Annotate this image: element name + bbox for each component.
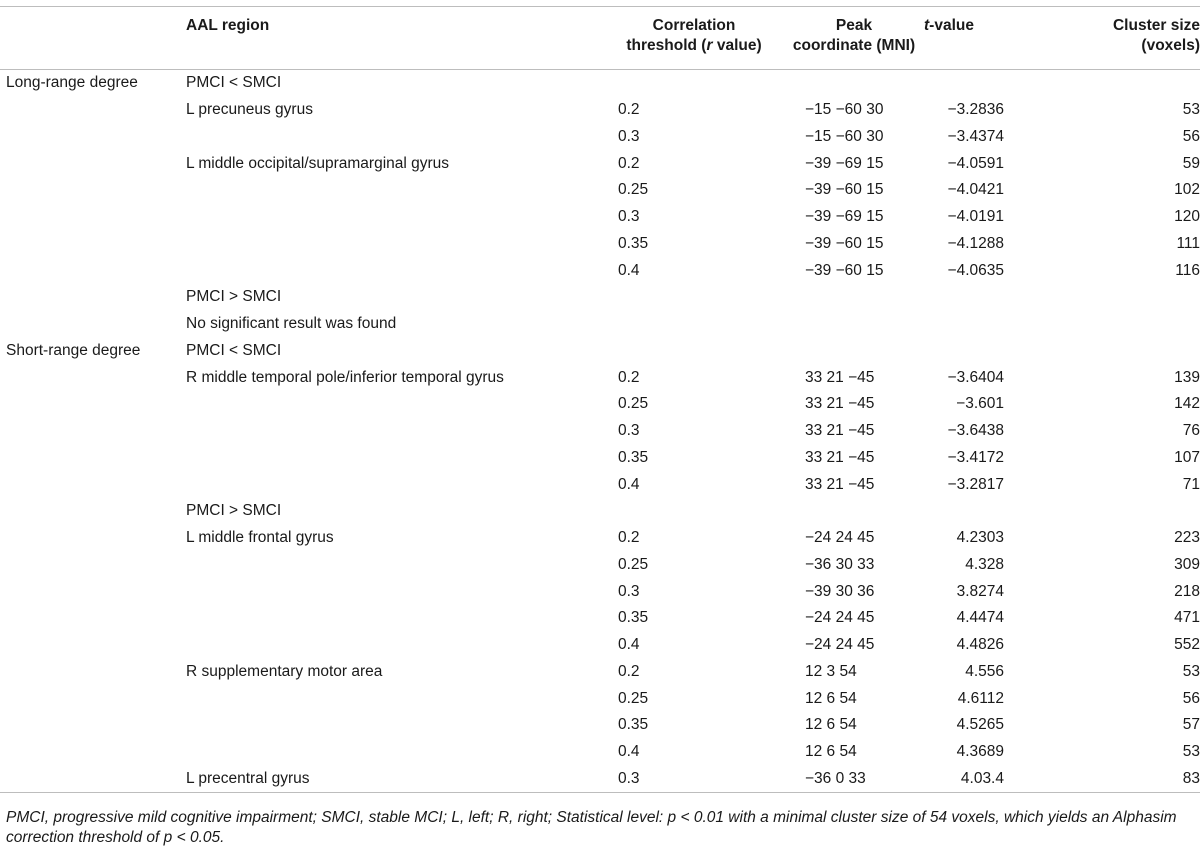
header-t-italic: t	[924, 17, 930, 34]
cell-t-value-text: 3.8274	[956, 582, 1004, 600]
cell-coordinate-text: −39 −60 15	[805, 181, 884, 199]
cell-coordinate-text: −15 −60 30	[805, 101, 884, 119]
cell-threshold: 0.2	[618, 368, 640, 386]
cell-group	[0, 739, 186, 766]
cell-group: Short-range degree	[6, 341, 141, 359]
cell-region	[186, 632, 604, 659]
cell-region	[186, 418, 604, 445]
cell-cluster-size	[1079, 150, 1200, 177]
cell-t-value-text: −4.0421	[947, 181, 1004, 199]
table-row	[0, 177, 1200, 204]
cell-coordinate	[784, 445, 924, 472]
cell-t-value	[924, 364, 1079, 391]
cell-threshold: 0.3	[618, 127, 640, 145]
cell-group	[0, 578, 186, 605]
cell-coordinate-text: −15 −60 30	[805, 127, 884, 145]
table-row	[0, 739, 1200, 766]
cell-coordinate-text: 12 3 54	[805, 662, 857, 680]
cell-region: PMCI < SMCI	[186, 341, 282, 359]
cell-cluster-size-text: 59	[1182, 154, 1200, 172]
cell-region: L middle occipital/supramarginal gyrus	[186, 154, 450, 172]
cell-threshold: 0.3	[618, 582, 640, 600]
cell-t-value	[924, 204, 1079, 231]
cell-cluster-size	[1079, 338, 1200, 365]
cell-group	[0, 418, 186, 445]
cell-t-value	[924, 445, 1079, 472]
cell-region: L middle frontal gyrus	[186, 529, 334, 547]
header-correlation-threshold	[604, 7, 784, 70]
cell-coordinate	[784, 685, 924, 712]
table-footnote	[6, 808, 1194, 848]
cell-group	[0, 498, 186, 525]
cell-coordinate	[784, 739, 924, 766]
cell-threshold: 0.25	[618, 689, 649, 707]
cell-region	[186, 445, 604, 472]
cell-group	[0, 712, 186, 739]
cell-cluster-size	[1079, 712, 1200, 739]
cell-cluster-size	[1079, 257, 1200, 284]
cell-t-value	[924, 231, 1079, 258]
cell-cluster-size-text: 218	[1174, 582, 1200, 600]
cell-region: R middle temporal pole/inferior temporal gyrus	[186, 368, 504, 386]
cell-coordinate	[784, 391, 924, 418]
cell-t-value	[924, 659, 1079, 686]
table-row	[0, 471, 1200, 498]
cell-threshold: 0.4	[618, 475, 640, 493]
cell-group	[0, 632, 186, 659]
cell-t-value-text: −3.2836	[947, 101, 1004, 119]
cell-t-value-text: −3.6438	[947, 422, 1004, 440]
cell-coordinate	[784, 418, 924, 445]
cell-t-value	[924, 124, 1079, 151]
cell-group	[0, 605, 186, 632]
cell-threshold: 0.3	[618, 422, 640, 440]
footnote-line1: PMCI, progressive mild cognitive impairment; SMCI, stable MCI; L, left; R, right; Statistical level: p < 0.01 with a minimal cluster size of 54 voxels, which yields an Alphasim	[6, 809, 1177, 826]
cell-cluster-size	[1079, 552, 1200, 579]
cell-cluster-size-text: 139	[1174, 368, 1200, 386]
cell-group	[0, 177, 186, 204]
table-row	[0, 311, 1200, 338]
cell-group	[0, 284, 186, 311]
cell-coordinate	[784, 284, 924, 311]
cell-coordinate-text: 12 6 54	[805, 689, 857, 707]
cell-threshold: 0.25	[618, 395, 649, 413]
cell-group	[0, 471, 186, 498]
cell-t-value-text: −3.2817	[947, 475, 1004, 493]
header-correlation-line2-r: r	[706, 37, 713, 54]
cell-t-value	[924, 552, 1079, 579]
cell-t-value-text: −3.601	[956, 395, 1004, 413]
cell-t-value	[924, 712, 1079, 739]
cell-cluster-size-text: 471	[1174, 609, 1200, 627]
cell-t-value	[924, 311, 1079, 338]
cell-t-value-text: −3.6404	[947, 368, 1004, 386]
cell-cluster-size	[1079, 685, 1200, 712]
cell-t-value	[924, 97, 1079, 124]
header-t-suffix: -value	[929, 17, 974, 34]
cell-cluster-size	[1079, 311, 1200, 338]
cell-region	[186, 552, 604, 579]
cell-group	[0, 685, 186, 712]
cell-t-value	[924, 525, 1079, 552]
cell-region	[186, 391, 604, 418]
cell-cluster-size	[1079, 632, 1200, 659]
cell-region	[186, 257, 604, 284]
cell-t-value-text: 4.556	[965, 662, 1004, 680]
cell-t-value	[924, 391, 1079, 418]
cell-t-value	[924, 418, 1079, 445]
cell-coordinate-text: 12 6 54	[805, 716, 857, 734]
cell-cluster-size-text: 71	[1182, 475, 1200, 493]
cell-cluster-size-text: 53	[1182, 101, 1200, 119]
cell-region	[186, 204, 604, 231]
cell-coordinate	[784, 124, 924, 151]
cell-threshold: 0.35	[618, 716, 649, 734]
cell-cluster-size	[1079, 605, 1200, 632]
cell-region: PMCI < SMCI	[186, 74, 282, 92]
table-row	[0, 685, 1200, 712]
cell-t-value	[924, 739, 1079, 766]
cell-group	[0, 659, 186, 686]
table-row	[0, 284, 1200, 311]
cell-cluster-size	[1079, 659, 1200, 686]
cell-coordinate-text: −39 −69 15	[805, 208, 884, 226]
cell-threshold: 0.4	[618, 636, 640, 654]
cell-group	[0, 364, 186, 391]
cell-region: L precentral gyrus	[186, 766, 604, 793]
cell-coordinate	[784, 659, 924, 686]
header-peak-line2: coordinate (MNI)	[792, 37, 916, 54]
cell-coordinate	[784, 471, 924, 498]
cell-t-value-text: 4.4474	[956, 609, 1004, 627]
cell-t-value-text: −4.0591	[947, 154, 1004, 172]
cell-region	[186, 739, 604, 766]
cell-coordinate-text: −24 24 45	[805, 529, 875, 547]
cell-threshold: 0.35	[618, 448, 649, 466]
cell-coordinate	[784, 177, 924, 204]
table-row	[0, 632, 1200, 659]
cell-threshold: 0.3	[604, 766, 784, 793]
table-row	[0, 150, 1200, 177]
cell-cluster-size	[1079, 445, 1200, 472]
cell-threshold: 0.35	[618, 609, 649, 627]
cell-group	[0, 257, 186, 284]
cell-coordinate-text: 33 21 −45	[805, 422, 875, 440]
cell-region: PMCI > SMCI	[186, 288, 282, 306]
cell-cluster-size-text: 552	[1174, 636, 1200, 654]
cell-t-value-text: −3.4374	[947, 127, 1004, 145]
cell-cluster-size	[1079, 766, 1200, 793]
table-body	[0, 70, 1200, 793]
cell-group	[0, 97, 186, 124]
cell-region	[186, 231, 604, 258]
cell-region	[186, 124, 604, 151]
table-row	[0, 204, 1200, 231]
header-row	[0, 7, 1200, 70]
cell-group	[0, 124, 186, 151]
cell-cluster-size	[1079, 498, 1200, 525]
cell-coordinate-text: −39 −60 15	[805, 261, 884, 279]
cell-threshold	[604, 338, 784, 365]
cell-t-value	[924, 498, 1079, 525]
cell-t-value-text: −3.4172	[947, 448, 1004, 466]
cell-cluster-size	[1079, 578, 1200, 605]
table-row	[0, 552, 1200, 579]
cell-cluster-size-text: 56	[1182, 127, 1200, 145]
cell-cluster-size	[1079, 97, 1200, 124]
header-correlation-line2-prefix: threshold (	[626, 37, 707, 54]
cell-threshold	[604, 498, 784, 525]
cell-t-value-text: −4.0191	[947, 208, 1004, 226]
cell-group	[0, 391, 186, 418]
table-row	[0, 231, 1200, 258]
cell-t-value	[924, 632, 1079, 659]
header-cluster-line1: Cluster size	[1112, 17, 1200, 34]
header-peak-line1: Peak	[835, 17, 873, 34]
header-cluster-line2: (voxels)	[1141, 37, 1200, 54]
cell-coordinate-text: −24 24 45	[805, 636, 875, 654]
cell-threshold: 0.25	[618, 555, 649, 573]
cell-group	[0, 204, 186, 231]
cell-t-value-text: 4.2303	[956, 529, 1004, 547]
cell-group	[0, 525, 186, 552]
table-row	[0, 338, 1200, 365]
cell-threshold	[604, 284, 784, 311]
cell-coordinate	[784, 150, 924, 177]
table-row	[0, 712, 1200, 739]
cell-t-value	[924, 177, 1079, 204]
cell-cluster-size-text: 116	[1175, 261, 1200, 279]
cell-coordinate	[784, 766, 924, 793]
cell-region	[186, 471, 604, 498]
cell-coordinate-text: 33 21 −45	[805, 448, 875, 466]
cell-t-value-text: 4.3689	[956, 743, 1004, 761]
cell-t-value-text: 4.03.4	[960, 769, 1004, 787]
cell-threshold: 0.25	[618, 181, 649, 199]
results-table	[0, 6, 1200, 793]
table-row	[0, 97, 1200, 124]
cell-cluster-size-text: 102	[1174, 181, 1200, 199]
cell-threshold: 0.35	[618, 234, 649, 252]
footnote-line2: correction threshold of p < 0.05.	[6, 829, 225, 846]
cell-cluster-size	[1079, 70, 1200, 97]
cell-region: L precuneus gyrus	[186, 101, 313, 119]
cell-coordinate-text: 33 21 −45	[805, 475, 875, 493]
cell-coordinate-text: −36 30 33	[805, 555, 875, 573]
cell-coordinate	[784, 257, 924, 284]
table-row	[0, 124, 1200, 151]
header-aal-region: AAL region	[186, 17, 270, 34]
cell-coordinate-text: −39 30 36	[805, 582, 875, 600]
table-row	[0, 659, 1200, 686]
cell-coordinate	[784, 712, 924, 739]
cell-t-value-text: 4.328	[965, 555, 1004, 573]
cell-threshold: 0.2	[618, 154, 640, 172]
cell-coordinate	[784, 311, 924, 338]
cell-coordinate-text: 33 21 −45	[805, 368, 875, 386]
cell-region	[186, 685, 604, 712]
cell-region: No significant result was found	[186, 315, 397, 333]
table-row	[0, 364, 1200, 391]
table-header	[0, 7, 1200, 70]
cell-coordinate	[784, 364, 924, 391]
cell-cluster-size	[1079, 739, 1200, 766]
cell-threshold: 0.2	[618, 529, 640, 547]
cell-threshold: 0.4	[618, 261, 640, 279]
cell-coordinate	[784, 498, 924, 525]
cell-cluster-size-text: 53	[1182, 662, 1200, 680]
cell-coordinate	[784, 231, 924, 258]
cell-t-value	[924, 766, 1079, 793]
cell-cluster-size	[1079, 364, 1200, 391]
cell-region	[186, 712, 604, 739]
cell-group	[0, 766, 186, 793]
cell-region	[186, 177, 604, 204]
cell-t-value	[924, 338, 1079, 365]
cell-coordinate	[784, 605, 924, 632]
cell-coordinate-text: −39 −60 15	[805, 234, 884, 252]
cell-coordinate	[784, 578, 924, 605]
cell-cluster-size	[1079, 177, 1200, 204]
cell-cluster-size-text: 120	[1174, 208, 1200, 226]
cell-t-value	[924, 70, 1079, 97]
cell-group	[0, 552, 186, 579]
cell-cluster-size-text: 83	[1182, 769, 1200, 787]
cell-region	[186, 605, 604, 632]
cell-t-value	[924, 578, 1079, 605]
cell-cluster-size-text: 111	[1176, 234, 1200, 252]
cell-cluster-size-text: 53	[1182, 743, 1200, 761]
cell-threshold: 0.3	[618, 208, 640, 226]
cell-region: R supplementary motor area	[186, 662, 383, 680]
table-row	[0, 257, 1200, 284]
cell-coordinate-text: 12 6 54	[805, 743, 857, 761]
table-row	[0, 70, 1200, 97]
table-row	[0, 498, 1200, 525]
cell-coordinate	[784, 204, 924, 231]
table-row	[0, 445, 1200, 472]
cell-cluster-size-text: 57	[1182, 716, 1200, 734]
cell-cluster-size	[1079, 124, 1200, 151]
table-row	[0, 418, 1200, 445]
cell-group	[0, 150, 186, 177]
cell-coordinate-text: −24 24 45	[805, 609, 875, 627]
cell-cluster-size	[1079, 391, 1200, 418]
cell-t-value-text: −4.0635	[947, 261, 1004, 279]
cell-cluster-size	[1079, 204, 1200, 231]
cell-coordinate	[784, 70, 924, 97]
cell-t-value-text: −4.1288	[947, 234, 1004, 252]
header-correlation-line2-suffix: value)	[712, 37, 762, 54]
cell-t-value	[924, 284, 1079, 311]
cell-coordinate-text: −39 −69 15	[805, 154, 884, 172]
cell-coordinate	[784, 338, 924, 365]
cell-cluster-size-text: 142	[1174, 395, 1200, 413]
cell-group	[0, 445, 186, 472]
cell-cluster-size-text: 223	[1174, 529, 1200, 547]
cell-t-value	[924, 605, 1079, 632]
cell-cluster-size	[1079, 525, 1200, 552]
header-group	[0, 7, 186, 70]
cell-coordinate	[784, 525, 924, 552]
cell-threshold	[604, 70, 784, 97]
cell-cluster-size	[1079, 471, 1200, 498]
cell-cluster-size-text: 76	[1182, 422, 1200, 440]
cell-cluster-size	[1079, 418, 1200, 445]
cell-coordinate	[784, 632, 924, 659]
cell-threshold: 0.2	[618, 662, 640, 680]
cell-t-value-text: 4.6112	[957, 689, 1004, 707]
cell-coordinate	[784, 552, 924, 579]
header-correlation-line1: Correlation	[652, 17, 736, 34]
cell-group: Long-range degree	[6, 74, 138, 92]
cell-threshold	[604, 311, 784, 338]
cell-coordinate-text: −36 0 33	[805, 769, 866, 787]
cell-group	[0, 231, 186, 258]
header-peak-coordinate	[784, 7, 924, 70]
cell-t-value-text: 4.5265	[956, 716, 1004, 734]
cell-t-value	[924, 150, 1079, 177]
table-row	[0, 391, 1200, 418]
cell-cluster-size-text: 309	[1174, 555, 1200, 573]
cell-t-value-text: 4.4826	[956, 636, 1004, 654]
cell-t-value	[924, 471, 1079, 498]
cell-group	[0, 311, 186, 338]
cell-coordinate-text: 33 21 −45	[805, 395, 875, 413]
cell-t-value	[924, 685, 1079, 712]
cell-threshold: 0.2	[618, 101, 640, 119]
table-row	[0, 766, 1200, 793]
cell-cluster-size-text: 56	[1182, 689, 1200, 707]
header-cluster-size	[1079, 7, 1200, 70]
cell-t-value	[924, 257, 1079, 284]
cell-region: PMCI > SMCI	[186, 502, 282, 520]
cell-cluster-size-text: 107	[1174, 448, 1200, 466]
cell-cluster-size	[1079, 231, 1200, 258]
table-row	[0, 578, 1200, 605]
table-row	[0, 605, 1200, 632]
cell-cluster-size	[1079, 284, 1200, 311]
header-t-value	[924, 7, 1079, 70]
cell-threshold: 0.4	[618, 743, 640, 761]
table-row	[0, 525, 1200, 552]
cell-coordinate	[784, 97, 924, 124]
cell-region	[186, 578, 604, 605]
